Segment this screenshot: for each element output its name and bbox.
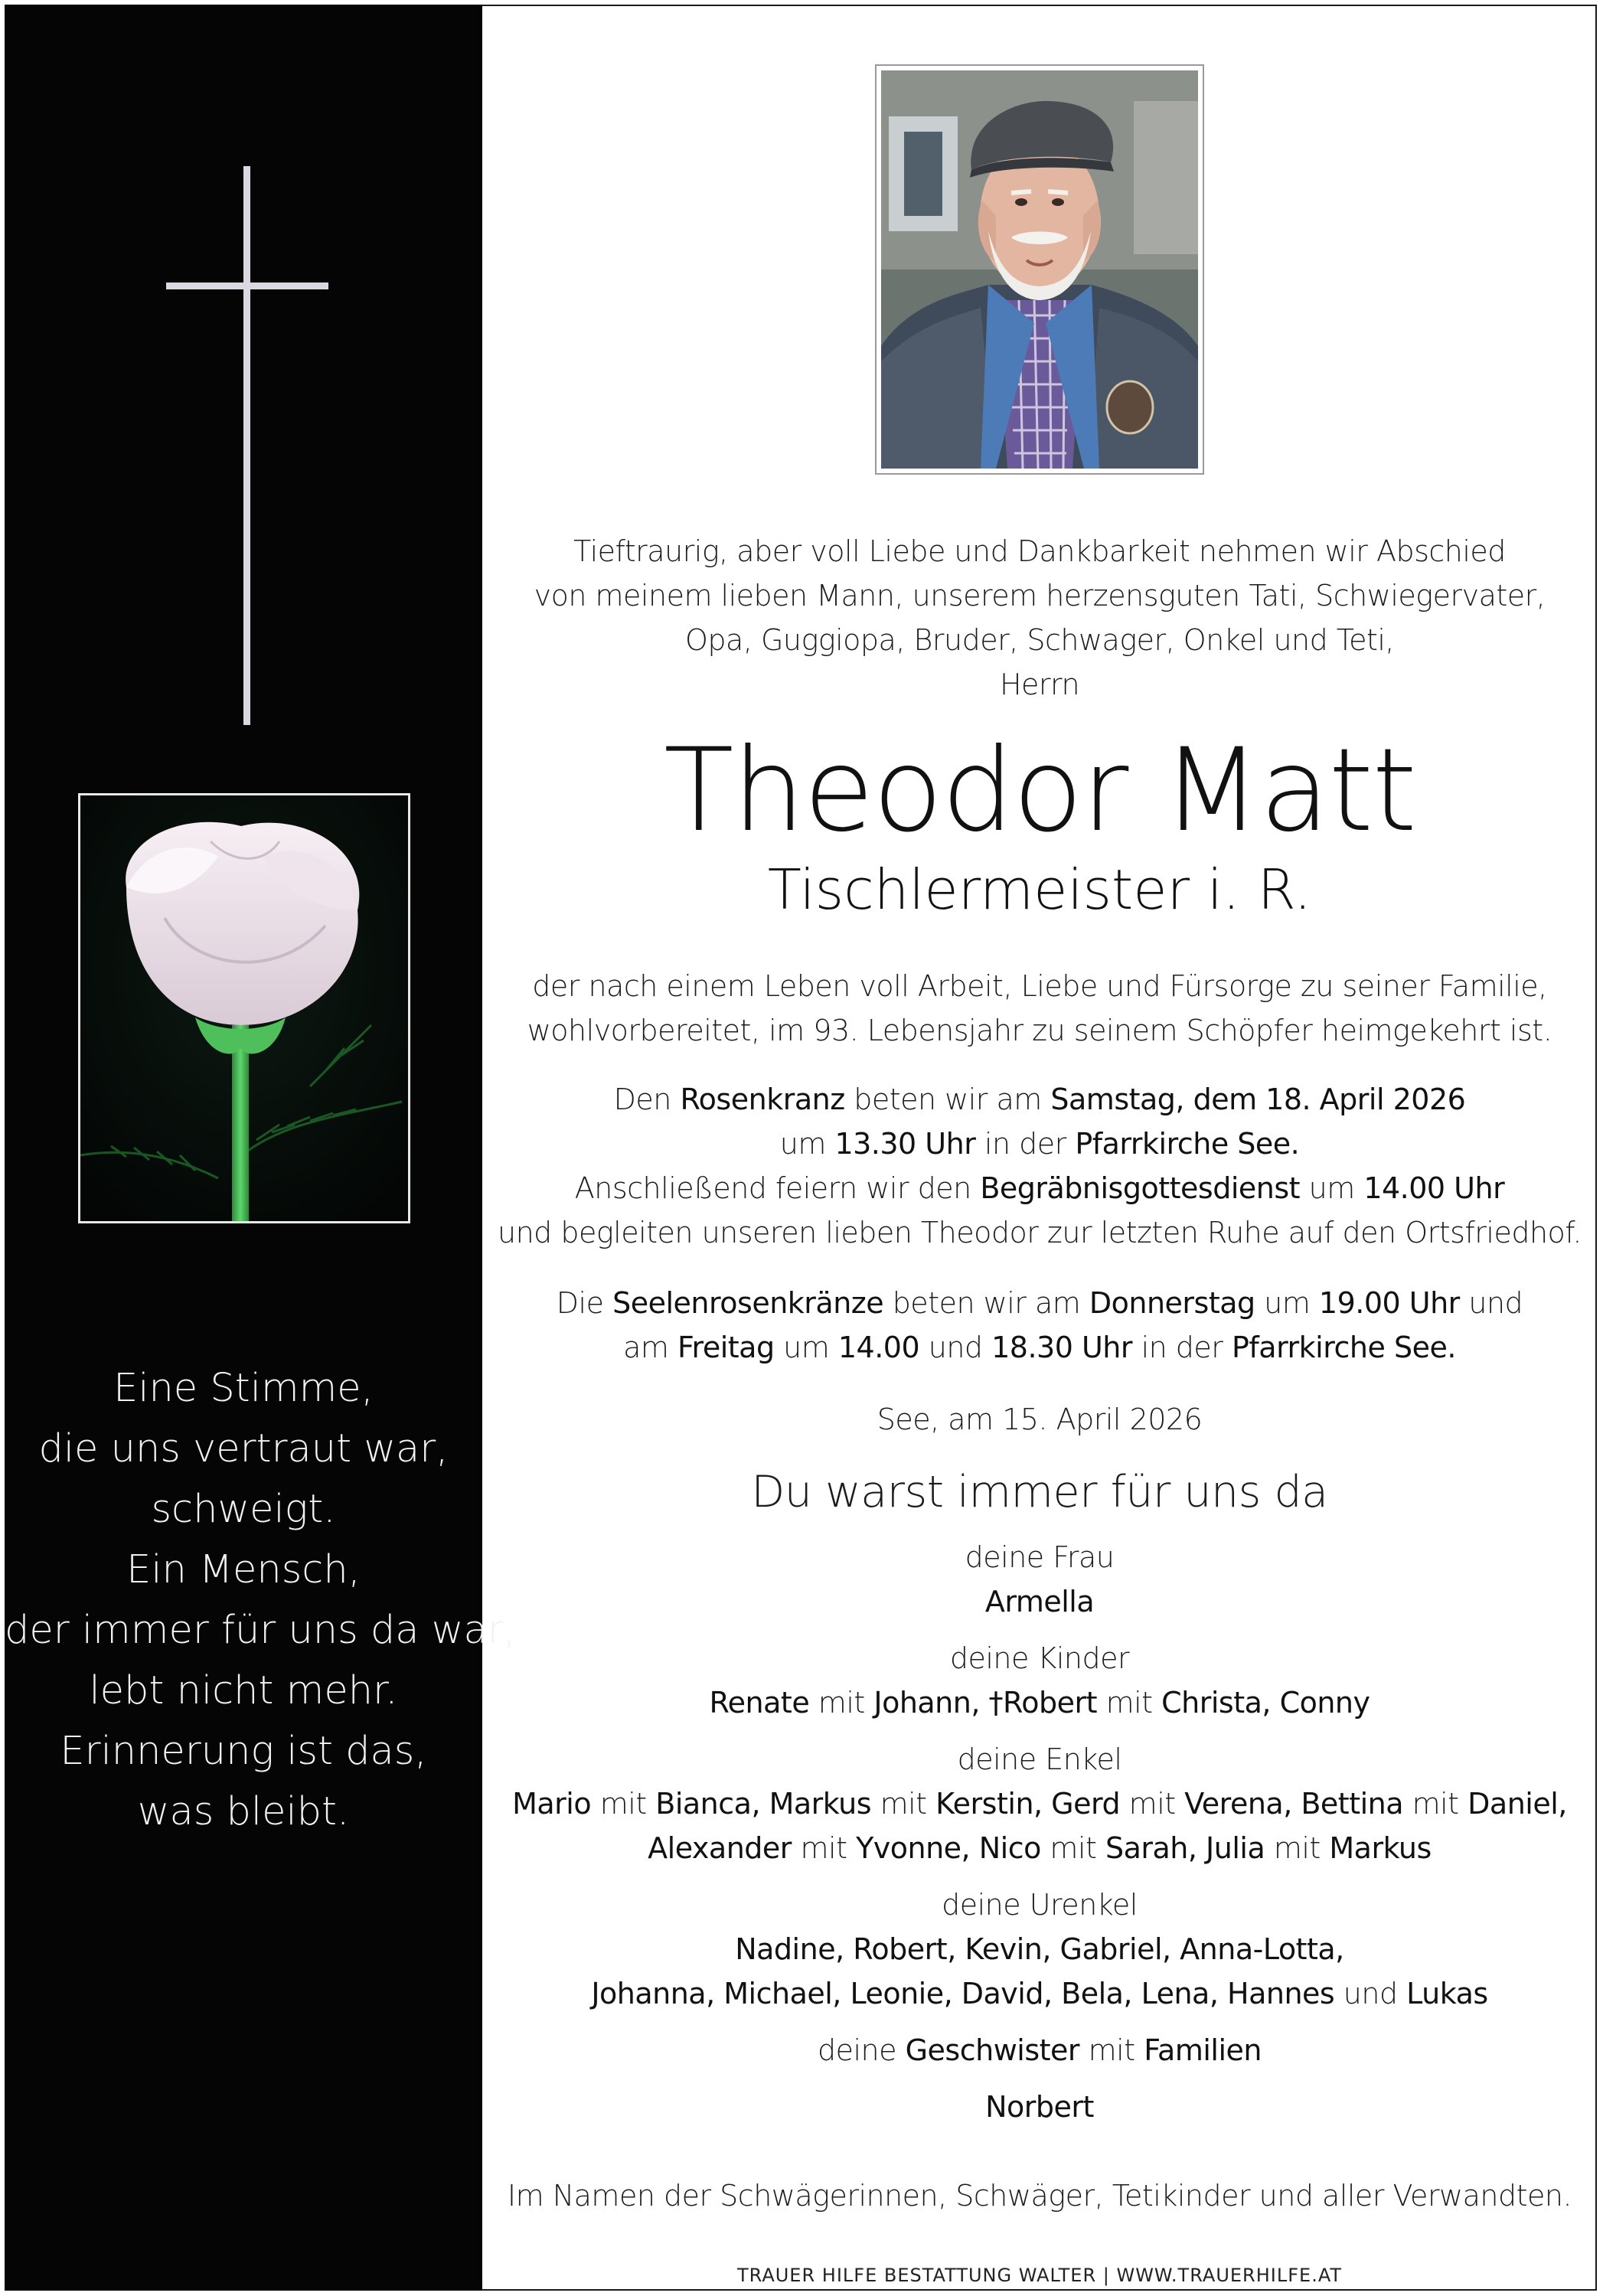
plain-text: um: [779, 1127, 835, 1161]
ceremony-line: [482, 1127, 1597, 1161]
rose-image: [78, 793, 410, 1223]
emphasis-text: Alexander: [648, 1831, 792, 1865]
deceased-name: Theodor Matt: [663, 724, 1416, 857]
emphasis-text: 19.00 Uhr: [1318, 1286, 1460, 1320]
emphasis-text: Lukas: [1406, 1977, 1488, 2010]
life-line: wohlvorbereitet, im 93. Lebensjahr zu seinem Schöpfer heimgekehrt ist.: [527, 1014, 1552, 1047]
poem-line: der immer für uns da war,: [5, 1608, 516, 1653]
plain-text: beten wir am: [883, 1286, 1089, 1320]
poem-line: Ein Mensch,: [126, 1547, 361, 1592]
intro-line: Opa, Guggiopa, Bruder, Schwager, Onkel und Teti,: [685, 623, 1394, 657]
emphasis-text: Yvonne, Nico: [856, 1831, 1041, 1865]
life-line: der nach einem Leben voll Arbeit, Liebe und Fürsorge zu seiner Familie,: [532, 969, 1547, 1003]
emphasis-text: Kerstin, Gerd: [935, 1787, 1121, 1821]
family-line: [482, 1641, 1597, 1675]
plain-text: Die: [556, 1286, 613, 1320]
plain-text: mit: [871, 1787, 936, 1821]
plain-text: mit: [1040, 1831, 1105, 1865]
emphasis-text: Markus: [1329, 1831, 1432, 1865]
emphasis-text: Rosenkranz: [680, 1083, 845, 1116]
plain-text: mit: [791, 1831, 857, 1865]
emphasis-text: Pfarrkirche See.: [1075, 1127, 1300, 1161]
plain-text: und: [1459, 1286, 1523, 1320]
emphasis-text: Nadine, Robert, Kevin, Gabriel, Anna-Lotta,: [735, 1932, 1344, 1966]
intro-line: Herrn: [999, 668, 1080, 701]
motto: Du warst immer für uns da: [751, 1467, 1328, 1517]
emphasis-text: Christa, Conny: [1161, 1686, 1370, 1720]
ceremony-line: [482, 1171, 1597, 1205]
family-line: [482, 1742, 1597, 1776]
plain-text: deine Kinder: [949, 1641, 1130, 1675]
intro-line: von meinem lieben Mann, unserem herzensguten Tati, Schwiegervater,: [534, 579, 1546, 612]
poem-line: was bleibt.: [137, 1789, 350, 1834]
emphasis-text: 14.00 Uhr: [1363, 1171, 1505, 1205]
poem-line: schweigt.: [151, 1487, 336, 1532]
emphasis-text: Johann, †Robert: [873, 1686, 1097, 1720]
ceremony-line: [482, 1216, 1597, 1249]
emphasis-text: Daniel,: [1468, 1787, 1567, 1821]
plain-text: deine Urenkel: [942, 1888, 1138, 1922]
emphasis-text: Verena, Bettina: [1184, 1787, 1404, 1821]
poem-line: lebt nicht mehr.: [89, 1668, 398, 1713]
emphasis-text: Johanna, Michael, Leonie, David, Bela, Lena, Hannes: [591, 1977, 1335, 2010]
poem-line: Eine Stimme,: [113, 1366, 374, 1411]
emphasis-text: Norbert: [985, 2090, 1094, 2124]
emphasis-text: 13.30 Uhr: [834, 1127, 976, 1161]
emphasis-text: Donnerstag: [1089, 1286, 1255, 1320]
plain-text: mit: [1265, 1831, 1330, 1865]
family-line: [482, 2033, 1597, 2067]
portrait-photo: [875, 64, 1204, 475]
plain-text: deine Enkel: [957, 1742, 1122, 1776]
emphasis-text: 14.00: [837, 1331, 920, 1364]
family-line: [482, 1831, 1597, 1865]
emphasis-text: Seelenrosenkränze: [612, 1286, 884, 1320]
plain-text: um: [1255, 1286, 1319, 1320]
emphasis-text: Freitag: [677, 1331, 775, 1364]
plain-text: um: [1300, 1171, 1364, 1205]
memorial-poem: [5, 1358, 516, 1842]
emphasis-text: Samstag, dem 18. April 2026: [1050, 1083, 1466, 1116]
place-date: See, am 15. April 2026: [877, 1403, 1203, 1436]
emphasis-text: Sarah, Julia: [1105, 1831, 1265, 1865]
funeral-home-footer: TRAUER HILFE BESTATTUNG WALTER | WWW.TRAUERHILFE.AT: [736, 2265, 1343, 2286]
plain-text: mit: [1403, 1787, 1468, 1821]
plain-text: mit: [809, 1686, 874, 1720]
family-line: [482, 1686, 1597, 1720]
family-line: [482, 1787, 1597, 1821]
closing-line: Im Namen der Schwägerinnen, Schwäger, Tetikinder und aller Verwandten.: [507, 2179, 1572, 2213]
plain-text: mit: [1079, 2033, 1144, 2067]
poem-line: Erinnerung ist das,: [60, 1729, 427, 1774]
rosary-line: [482, 1286, 1597, 1320]
family-line: [482, 1977, 1597, 2010]
family-line: [482, 1932, 1597, 1966]
poem-line: die uns vertraut war,: [38, 1426, 449, 1471]
plain-text: in der: [975, 1127, 1076, 1161]
emphasis-text: Bianca, Markus: [655, 1787, 872, 1821]
plain-text: in der: [1132, 1331, 1232, 1364]
emphasis-text: Familien: [1144, 2033, 1262, 2067]
plain-text: deine Frau: [965, 1540, 1115, 1574]
emphasis-text: Renate: [709, 1686, 810, 1720]
family-line: [482, 1888, 1597, 1922]
deceased-profession: Tischlermeister i. R.: [767, 857, 1312, 922]
emphasis-text: 18.30 Uhr: [991, 1331, 1132, 1364]
emphasis-text: Begräbnisgottesdienst: [980, 1171, 1301, 1205]
rosary-line: [482, 1331, 1597, 1364]
plain-text: und begleiten unseren lieben Theodor zur letzten Ruhe auf den Ortsfriedhof.: [497, 1216, 1582, 1249]
ceremony-line: [482, 1083, 1597, 1116]
cross-icon: [243, 166, 250, 725]
cross-icon-bar: [166, 283, 328, 289]
sidebar: [5, 5, 516, 2291]
emphasis-text: Pfarrkirche See.: [1232, 1331, 1456, 1364]
plain-text: am: [623, 1331, 677, 1364]
plain-text: Den: [613, 1083, 681, 1116]
plain-text: Anschließend feiern wir den: [574, 1171, 981, 1205]
family-line: [482, 1540, 1597, 1574]
plain-text: mit: [591, 1787, 656, 1821]
plain-text: mit: [1120, 1787, 1185, 1821]
plain-text: und: [1334, 1977, 1407, 2010]
emphasis-text: Mario: [512, 1787, 592, 1821]
plain-text: beten wir am: [844, 1083, 1051, 1116]
family-line: [482, 2090, 1597, 2124]
emphasis-text: Armella: [984, 1585, 1095, 1618]
plain-text: deine: [818, 2033, 906, 2067]
plain-text: mit: [1096, 1686, 1162, 1720]
plain-text: und: [919, 1331, 992, 1364]
family-line: [482, 1585, 1597, 1618]
plain-text: um: [774, 1331, 838, 1364]
intro-line: Tieftraurig, aber voll Liebe und Dankbarkeit nehmen wir Abschied: [573, 534, 1506, 568]
emphasis-text: Geschwister: [905, 2033, 1080, 2067]
